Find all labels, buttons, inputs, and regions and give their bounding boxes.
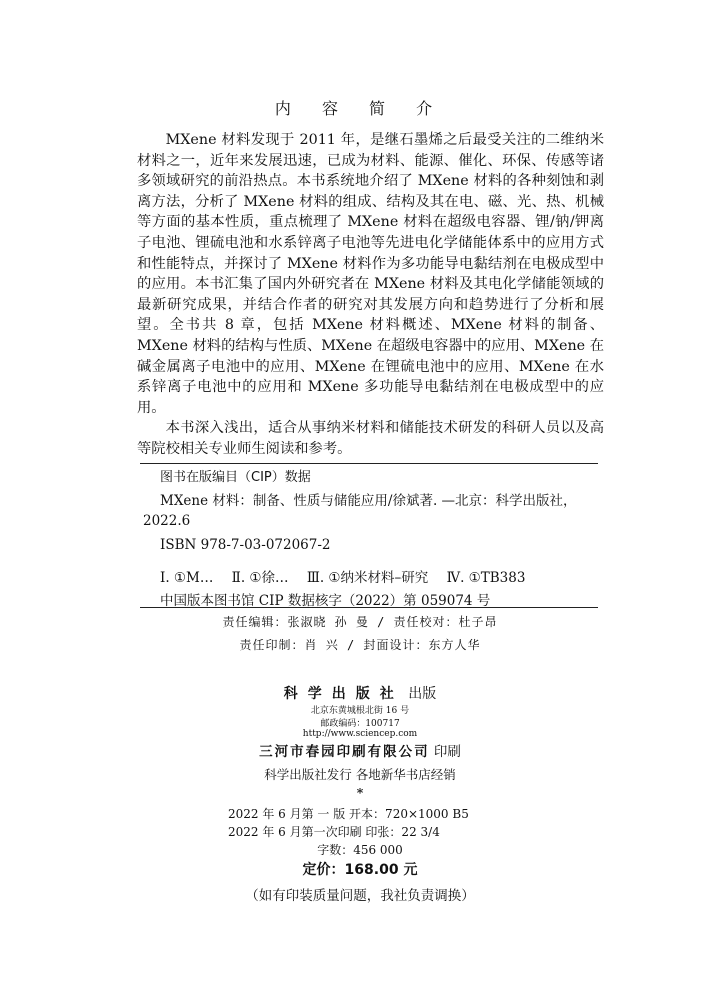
distribution-line: 科学出版社发行 各地新华书店经销	[264, 767, 456, 782]
spec-edition: 2022 年 6 月第 一 版 开本：720×1000 B5	[228, 807, 469, 821]
cip-class-3: Ⅲ. ①纳米材料–研究	[306, 570, 429, 586]
printer-name: 三河市春园印刷有限公司	[259, 744, 430, 760]
cip-heading: 图书在版编目（CIP）数据	[160, 470, 311, 485]
printer-row	[0, 740, 720, 760]
intro-body	[137, 130, 604, 460]
intro-paragraph-2: 本书深入浅出，适合从事纳米材料和储能技术研发的科研人员以及高等院校相关专业师生阅读和参考。	[137, 420, 604, 457]
publisher-address: 北京东黄城根北街 16 号	[310, 706, 410, 716]
cip-entry-line1: MXene 材料：制备、性质与储能应用/徐斌著. —北京：科学出版社，	[160, 493, 577, 509]
printer-suffix: 印刷	[433, 744, 461, 760]
publisher-row	[0, 683, 720, 703]
cip-entry-line2: 2022.6	[143, 513, 191, 529]
publisher-suffix: 出版	[408, 686, 437, 702]
cip-class-2: Ⅱ. ①徐…	[231, 570, 289, 586]
publisher-name: 科学出版社	[283, 686, 404, 702]
intro-paragraph-1: MXene 材料发现于 2011 年，是继石墨烯之后最受关注的二维纳米材料之一，近年来发展迅速，已成为材料、能源、催化、环保、传感等诸多领域研究的前沿热点。本书系统地介绍了 MXene 材料的各种刻蚀和剥离方法，分析了 MXene 材料的组成、结构及其在电、磁、光、热、机械等方面的基本性质，重点梳理了 MXene 材料在超级电容器、锂/钠/钾离子电池、锂硫电池和水系锌离子电池等先进电化学储能体系中的应用方式和性能特点，并探讨了 MXene 材料作为多功能导电黏结剂在电极成型中的应用。本书汇集了国内外研究者在 MXene 材料及其电化学储能领域的最新研究成果，并结合作者的研究对其发展方向和趋势进行了分析和展望。全书共 8 章，包括 MXene 材料概述、MXene 材料的制备、MXene 材料的结构与性质、MXene 在超级电容器中的应用、MXene 在碱金属离子电池中的应用、MXene 在锂硫电池中的应用、MXene 在水系锌离子电池中的应用和 MXene 多功能导电黏结剂在电极成型中的应用。	[137, 132, 604, 416]
spec-printing: 2022 年 6 月第一次印刷 印张：22 3/4	[228, 825, 440, 839]
price: 定价：168.00 元	[302, 862, 418, 878]
cip-bottom-rule	[140, 607, 598, 608]
page-title: 内 容 简 介	[274, 99, 446, 118]
cip-number: 中国版本图书馆 CIP 数据核字（2022）第 059074 号	[160, 593, 491, 609]
publisher-website: http://www.sciencep.com	[302, 729, 418, 739]
publisher-postcode: 邮政编码：100717	[320, 719, 400, 729]
cip-top-rule	[140, 463, 598, 464]
cip-isbn: ISBN 978-7-03-072067-2	[160, 537, 331, 553]
credits-line1: 责任编辑：张淑晓 孙 曼 / 责任校对：杜子昂	[222, 615, 498, 629]
credits-line2: 责任印制：肖 兴 / 封面设计：东方人华	[239, 638, 481, 652]
cip-class-1: Ⅰ. ①M…	[160, 570, 214, 586]
separator-asterisk: *	[356, 785, 364, 800]
quality-notice: （如有印装质量问题，我社负责调换）	[245, 888, 475, 904]
spec-word-count: 字数：456 000	[317, 843, 403, 857]
cip-class-4: Ⅳ. ①TB383	[446, 570, 526, 586]
cip-classification	[160, 566, 539, 586]
